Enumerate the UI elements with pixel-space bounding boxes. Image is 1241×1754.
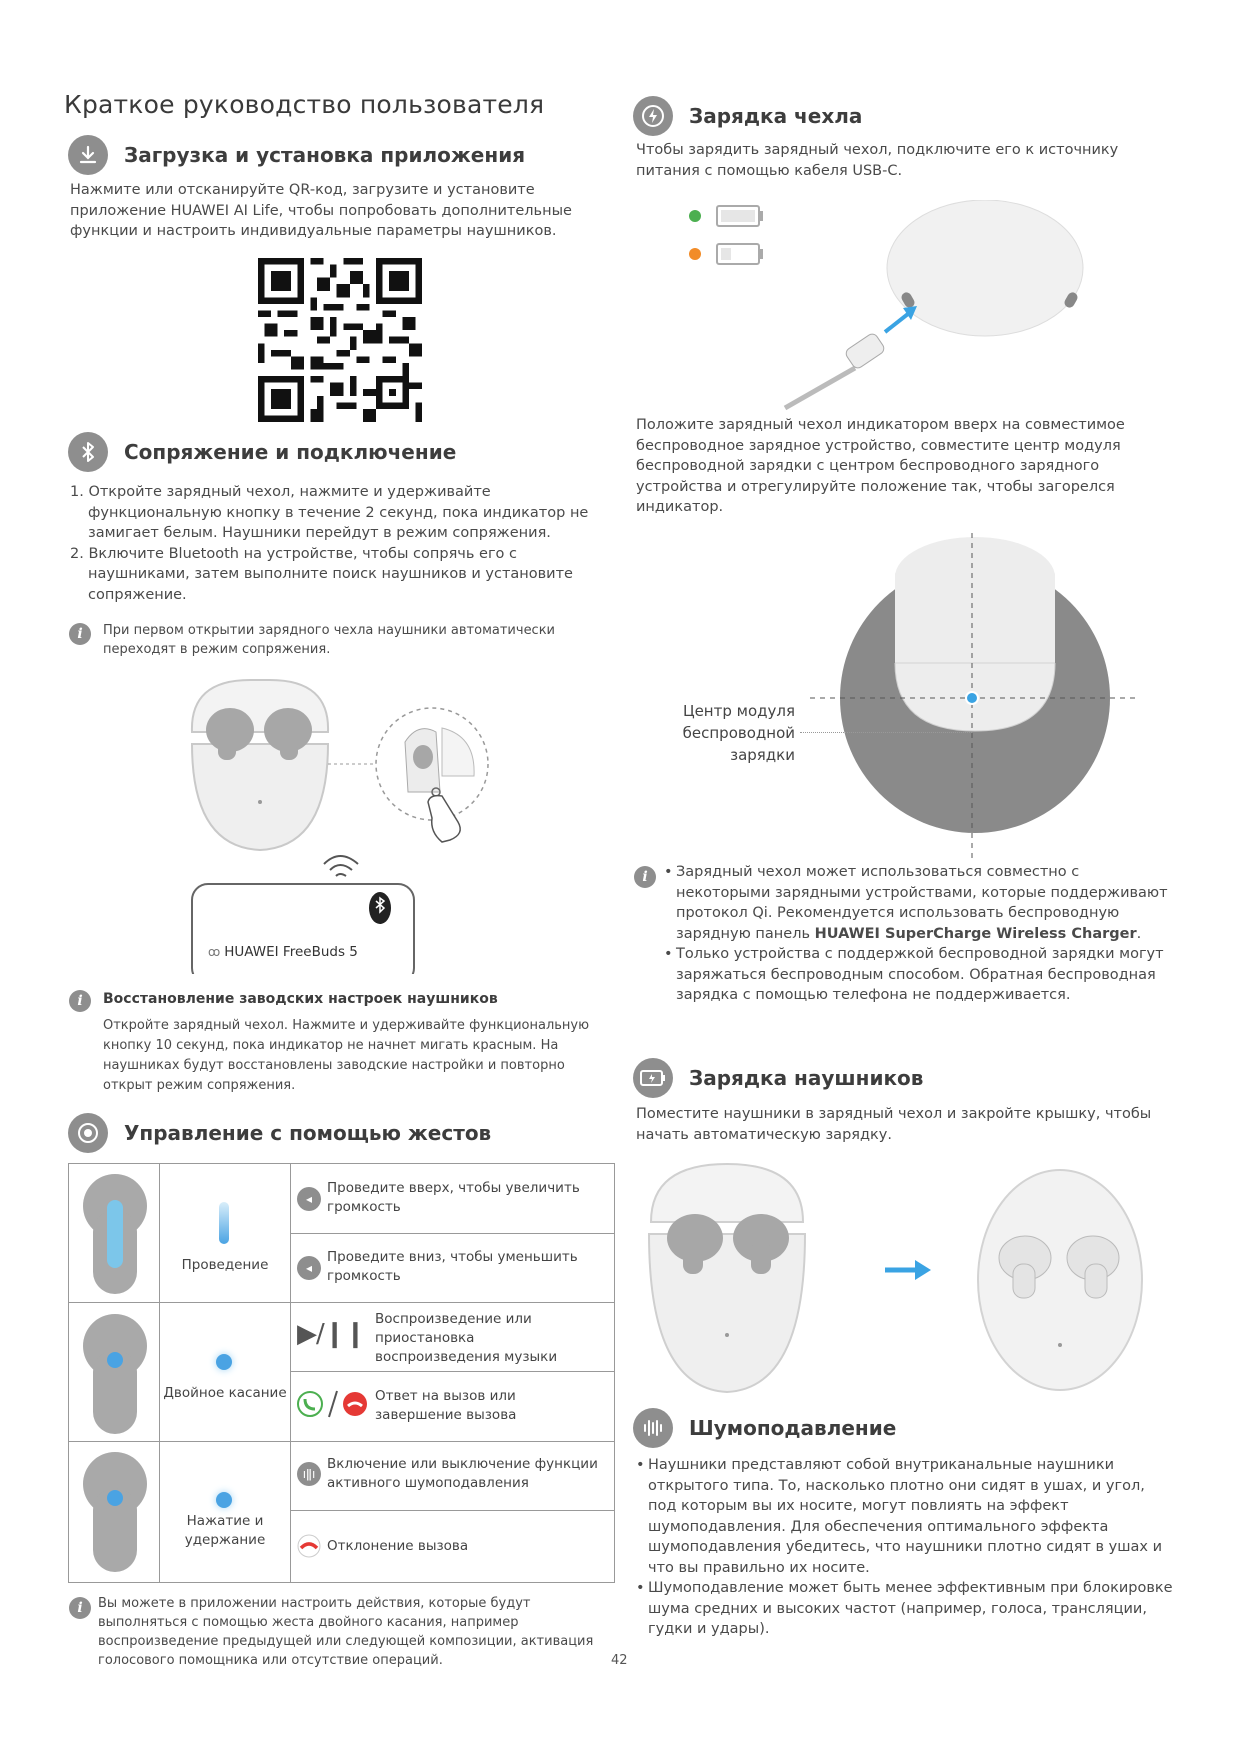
earbud-press-hold-image [79, 1448, 151, 1576]
download-text: Нажмите или отсканируйте QR-код, загрузите и установите приложение HUAWEI AI Life, чтобы попробовать дополнительные функции и настроить индивидуальные параметры наушников. [70, 182, 572, 239]
reset-heading: Восстановление заводских настроек наушников [103, 991, 498, 1007]
noise-heading: Шумоподавление [689, 1416, 897, 1440]
table-divider [69, 1302, 614, 1303]
press-hold-gesture-icon [216, 1492, 232, 1508]
noise-cancel-icon: ıǁı [297, 1462, 321, 1486]
note-item: • Зарядный чехол может использоваться совместно с некоторыми зарядными устройствами, которые поддерживают протокол Qi. Рекомендуется использовать беспроводную зарядную панель HUAWEI SuperCharge Wireless Charger. [664, 862, 1176, 944]
info-icon: i [69, 990, 91, 1012]
case-charging-text: Чтобы зарядить зарядный чехол, подключите его к источнику питания с помощью кабеля USB-C. [636, 142, 1119, 179]
gesture-label-double-tap: Двойное касание [163, 1385, 287, 1401]
gestures-note: Вы можете в приложении настроить действия, которые будут выполняться с помощью жеста двойного касания, например воспроизведение предыдущей или следующей композиции, активация голосового помощника или отсутствие операций. [98, 1596, 594, 1668]
table-divider [159, 1164, 160, 1582]
table-divider [290, 1233, 614, 1234]
volume-up-icon: ◂ [297, 1187, 321, 1211]
action-play-pause: Воспроизведение или приостановка воспроизведения музыки [375, 1311, 558, 1365]
info-icon: i [69, 623, 91, 645]
table-divider [290, 1510, 614, 1511]
pairing-steps [70, 482, 610, 605]
earbuds-icon: ꝏ [208, 945, 221, 959]
earbud-charging-illustration [645, 1160, 1155, 1404]
section-case-charging [633, 96, 862, 136]
section-earbud-charging [633, 1058, 923, 1098]
touch-icon [68, 1113, 108, 1153]
action-answer-end-call: Ответ на вызов или завершение вызова [375, 1388, 517, 1423]
pairing-heading: Сопряжение и подключение [124, 440, 457, 464]
case-charging-heading: Зарядка чехла [689, 104, 863, 128]
device-list-item[interactable] [208, 944, 358, 960]
action-volume-up: Проведите вверх, чтобы увеличить громкость [327, 1180, 580, 1215]
earbud-swipe-image [79, 1170, 151, 1298]
download-icon [68, 135, 108, 175]
pairing-step-1: 1. Откройте зарядный чехол, нажмите и удерживайте функциональную кнопку в течение 2 секунд, пока индикатор не замигает белым. Наушники перейдут в режим сопряжения. [70, 484, 589, 541]
bluetooth-icon [68, 432, 108, 472]
noise-list [636, 1455, 1176, 1640]
info-icon: i [69, 1597, 91, 1619]
gesture-label-press-hold: Нажатие и удержание [184, 1513, 266, 1548]
page-title: Краткое руководство пользователя [64, 90, 545, 119]
page-number: 42 [611, 1653, 628, 1668]
battery-icon [633, 1058, 673, 1098]
section-noise [633, 1408, 896, 1448]
case-charging-notes [664, 862, 1176, 1006]
table-divider [69, 1441, 614, 1442]
table-divider [290, 1371, 614, 1372]
gesture-table [68, 1163, 615, 1583]
center-label [680, 700, 795, 766]
section-pairing [68, 432, 456, 472]
info-icon: i [634, 866, 656, 888]
center-label-line-3: зарядки [730, 746, 795, 764]
wired-charging-illustration [685, 200, 1125, 419]
answer-end-call-icon [297, 1387, 371, 1425]
action-decline-call: Отклонение вызова [327, 1538, 469, 1554]
volume-down-icon: ◂ [297, 1256, 321, 1280]
center-leader-line [800, 732, 972, 733]
recommended-charger: HUAWEI SuperCharge Wireless Charger [814, 925, 1137, 942]
play-pause-icon: ▶/❙❙ [297, 1319, 366, 1349]
wireless-charging-illustration [800, 533, 1145, 867]
reset-text: Откройте зарядный чехол. Нажмите и удерживайте функциональную кнопку 10 секунд, пока индикатор не начнет мигать красным. На наушниках будут восстановлены заводские настройки и повторно открыт режим сопряжения. [103, 1018, 590, 1093]
double-tap-gesture-icon [216, 1354, 232, 1370]
pairing-step-2: 2. Включите Bluetooth на устройстве, чтобы сопрячь его с наушниками, затем выполните поиск наушников и установите сопряжение. [70, 545, 573, 603]
wireless-charging-text: Положите зарядный чехол индикатором вверх на совместимое беспроводное зарядное устройство, совместите центр модуля беспроводной зарядки с центром беспроводного зарядного устройства и отрегулируйте положение так, чтобы загорелся индикатор. [636, 417, 1125, 515]
download-heading: Загрузка и установка приложения [124, 143, 526, 167]
charging-icon [633, 96, 673, 136]
noise-item: • Наушники представляют собой внутриканальные наушники открытого типа. То, насколько плотно они сидят в ушах, и угол, под которым вы их носите, могут повлиять на эффект шумоподавления. Для обеспечения оптимального эффекта шумоподавления убедитесь, что наушники плотно сидят в ушах и что вы правильно их носите. [636, 1455, 1176, 1578]
swipe-gesture-icon [219, 1202, 229, 1244]
action-volume-down: Проведите вниз, чтобы уменьшить громкость [327, 1249, 578, 1284]
qr-code[interactable] [258, 258, 422, 426]
noise-cancel-icon [633, 1408, 673, 1448]
device-name: HUAWEI FreeBuds 5 [224, 944, 358, 960]
section-gestures [68, 1113, 491, 1153]
action-noise-cancel: Включение или выключение функции активного шумоподавления [327, 1456, 598, 1491]
earbud-double-tap-image [79, 1310, 151, 1438]
gestures-heading: Управление с помощью жестов [124, 1121, 492, 1145]
pairing-illustration [180, 672, 520, 978]
decline-call-icon [297, 1534, 321, 1562]
pairing-note: При первом открытии зарядного чехла наушники автоматически переходят в режим сопряжения. [103, 623, 556, 657]
section-download [68, 135, 525, 175]
noise-item: • Шумоподавление может быть менее эффективным при блокировке шума средних и высоких частот (например, голоса, трансляции, гудки и удары). [636, 1578, 1176, 1640]
table-divider [290, 1164, 291, 1582]
earbud-charging-text: Поместите наушники в зарядный чехол и закройте крышку, чтобы начать автоматическую зарядку. [636, 1106, 1152, 1143]
center-label-line-2: беспроводной [682, 724, 795, 742]
earbud-charging-heading: Зарядка наушников [689, 1066, 924, 1090]
center-label-line-1: Центр модуля [682, 702, 795, 720]
note-item: • Только устройства с поддержкой беспроводной зарядки могут заряжаться беспроводным способом. Обратная беспроводная зарядка с помощью телефона не поддерживается. [664, 944, 1176, 1006]
gesture-label-swipe: Проведение [181, 1257, 269, 1273]
